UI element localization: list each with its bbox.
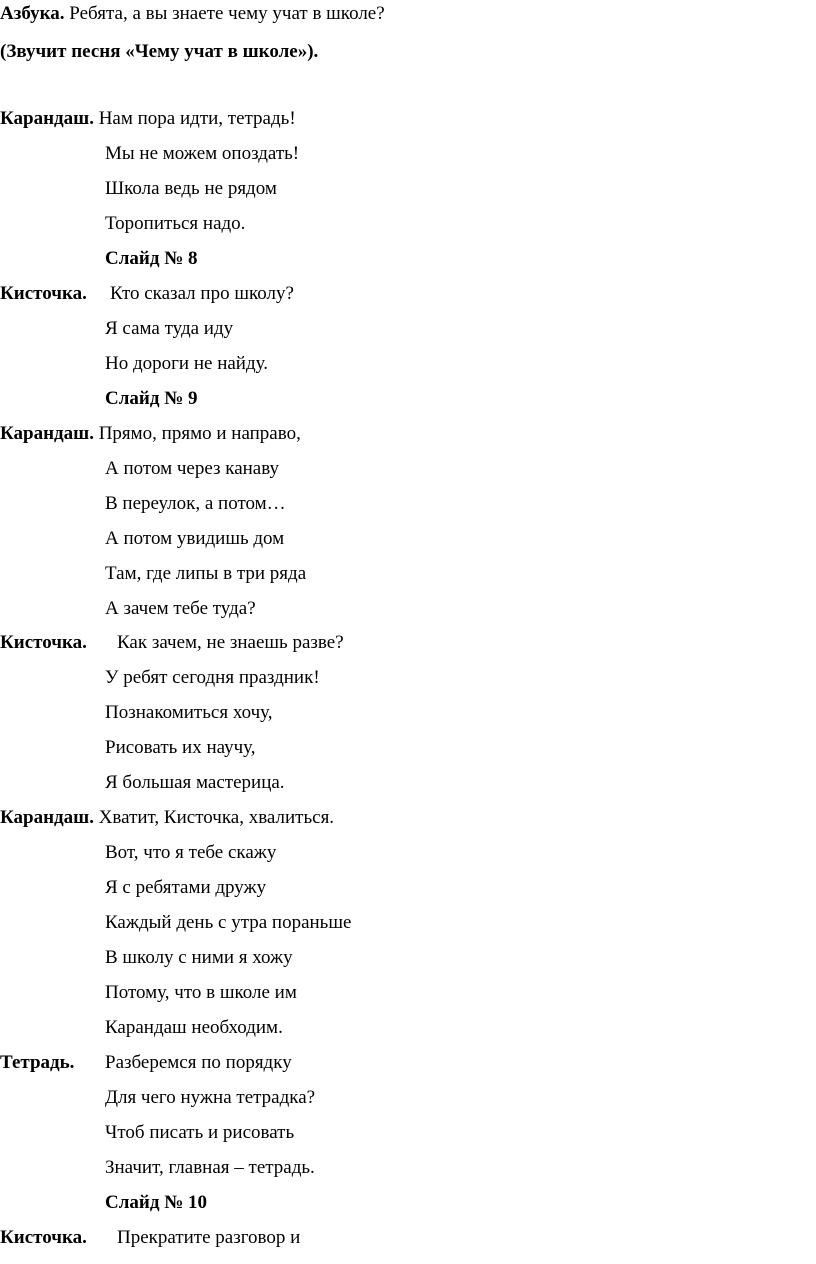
verse-line: Я большая мастерица. (105, 772, 285, 793)
speaker-name: Кисточка. (0, 283, 87, 304)
verse-line: Карандаш необходим. (105, 1017, 283, 1038)
verse-line: Каждый день с утра пораньше (105, 912, 352, 933)
verse-line: Торопиться надо. (105, 213, 246, 234)
dialogue-text: Кто сказал про школу? (110, 283, 294, 304)
verse-line: У ребят сегодня праздник! (105, 667, 320, 688)
verse-line: А потом через канаву (105, 458, 280, 479)
dialogue-line (0, 1224, 301, 1252)
speaker-name: Карандаш. (0, 807, 94, 828)
dialogue-text: Разберемся по порядку (105, 1052, 292, 1073)
dialogue-text: Прекратите разговор и (117, 1227, 301, 1248)
dialogue-line (0, 629, 344, 657)
verse-line: Потому, что в школе им (105, 982, 297, 1003)
verse-line: В переулок, а потом… (105, 493, 286, 514)
dialogue-line (0, 105, 296, 133)
stage-direction: (Звучит песня «Чему учат в школе»). (0, 41, 319, 62)
dialogue-text: Ребята, а вы знаете чему учат в школе? (69, 3, 385, 24)
verse-line: Познакомиться хочу, (105, 702, 273, 723)
verse-line: А потом увидишь дом (105, 528, 285, 549)
dialogue-text: Как зачем, не знаешь разве? (117, 632, 344, 653)
dialogue-text: Хватит, Кисточка, хвалиться. (98, 807, 335, 828)
speaker-name: Карандаш. (0, 108, 94, 129)
verse-line: В школу с ними я хожу (105, 947, 293, 968)
dialogue-line (0, 804, 334, 832)
slide-marker: Слайд № 10 (105, 1192, 208, 1213)
verse-line: А зачем тебе туда? (105, 598, 256, 619)
speaker-name: Кисточка. (0, 632, 87, 653)
verse-line: Для чего нужна тетрадка? (105, 1087, 316, 1108)
verse-line: Я сама туда иду (105, 318, 234, 339)
verse-line: Но дороги не найду. (105, 353, 268, 374)
dialogue-line (0, 280, 294, 308)
verse-line: Значит, главная – тетрадь. (105, 1157, 315, 1178)
verse-line: Вот, что я тебе скажу (105, 842, 277, 863)
verse-line: Там, где липы в три ряда (105, 563, 307, 584)
speaker-name: Азбука. (0, 3, 65, 24)
dialogue-line (0, 420, 301, 448)
dialogue-text: Прямо, прямо и направо, (98, 423, 301, 444)
intro-line (0, 0, 385, 28)
dialogue-line (0, 1049, 292, 1077)
slide-marker: Слайд № 9 (105, 388, 198, 409)
verse-line: Школа ведь не рядом (105, 178, 277, 199)
verse-line: Я с ребятами дружу (105, 877, 267, 898)
dialogue-text: Нам пора идти, тетрадь! (98, 108, 296, 129)
slide-marker: Слайд № 8 (105, 248, 198, 269)
speaker-name: Кисточка. (0, 1227, 87, 1248)
verse-line: Рисовать их научу, (105, 737, 256, 758)
speaker-name: Карандаш. (0, 423, 94, 444)
verse-line: Чтоб писать и рисовать (105, 1122, 295, 1143)
verse-line: Мы не можем опоздать! (105, 143, 300, 164)
speaker-name: Тетрадь. (0, 1052, 75, 1073)
